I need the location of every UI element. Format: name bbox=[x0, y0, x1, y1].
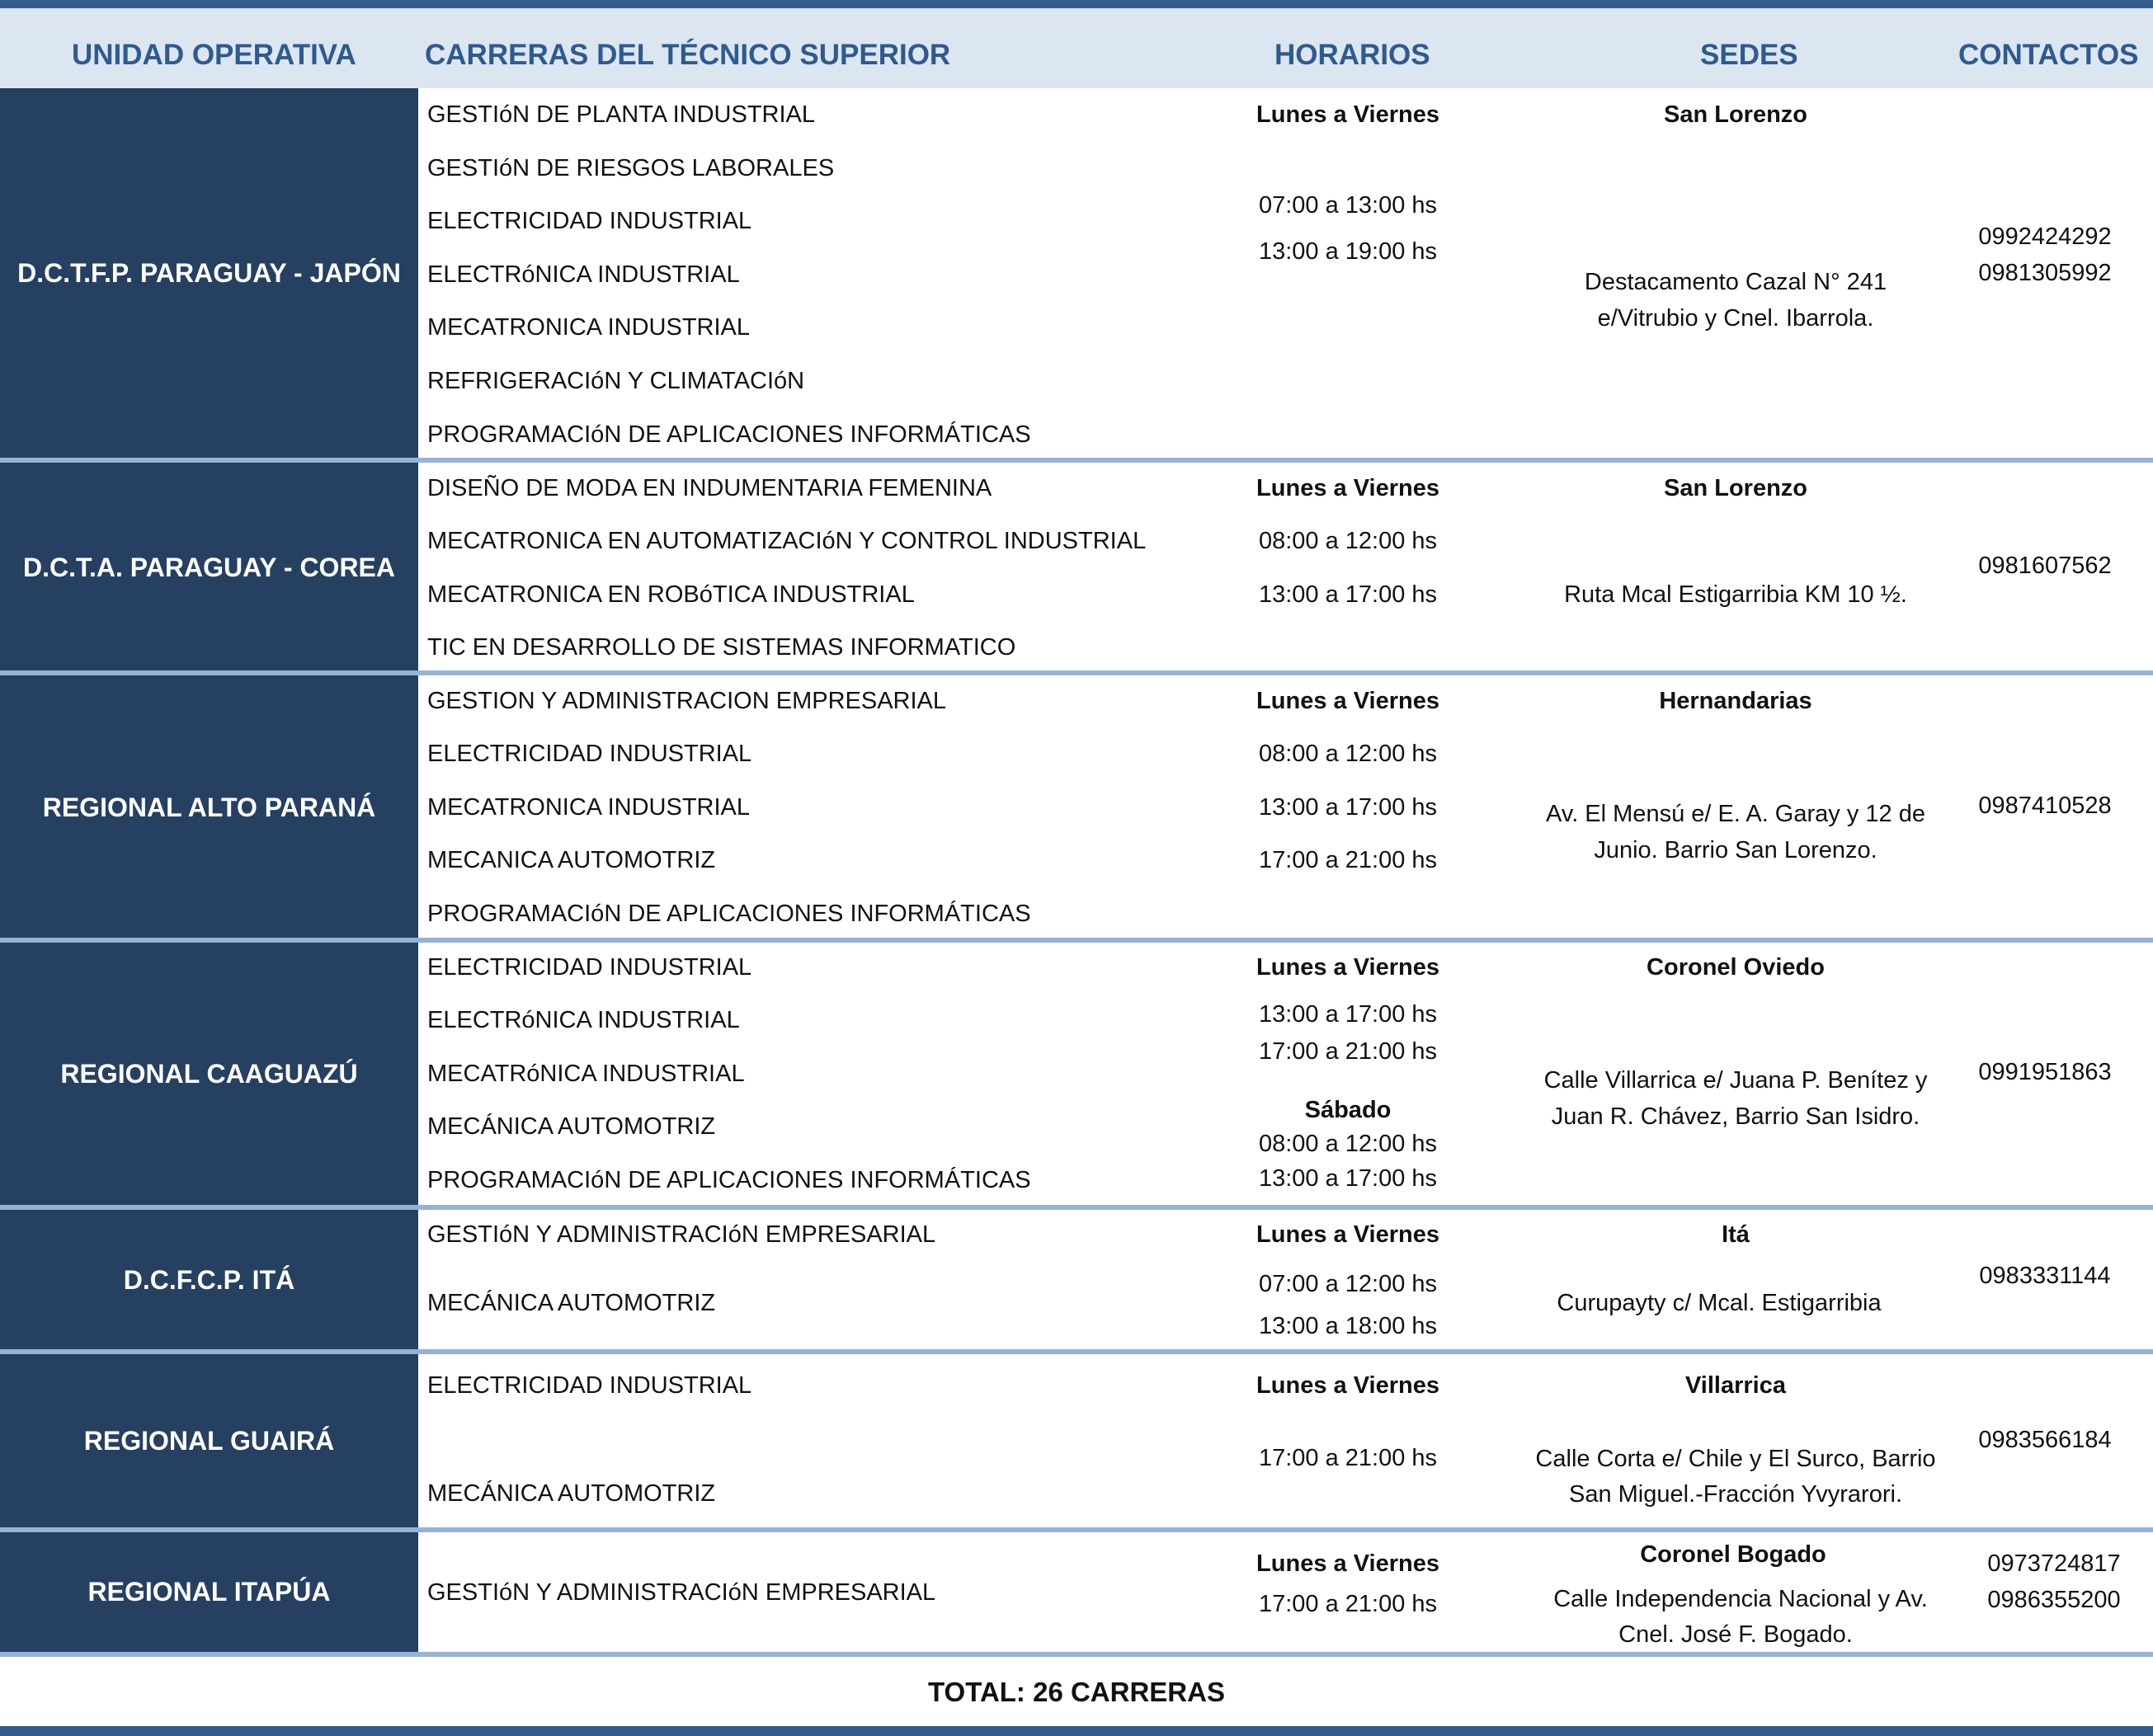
sede-ciudad: Coronel Bogado bbox=[1640, 1541, 1826, 1568]
table-row bbox=[0, 1532, 2153, 1652]
carrera-item: MECATRONICA EN ROBóTICA INDUSTRIAL bbox=[427, 581, 915, 608]
horario-dias: Lunes a Viernes bbox=[1256, 954, 1439, 981]
carrera-item: PROGRAMACIóN DE APLICACIONES INFORMÁTICAS bbox=[427, 1167, 1031, 1193]
carrera-item: PROGRAMACIóN DE APLICACIONES INFORMÁTICAS bbox=[427, 421, 1031, 448]
carrera-item: MECATRONICA INDUSTRIAL bbox=[427, 794, 751, 821]
horario-item: 17:00 a 21:00 hs bbox=[1258, 1591, 1438, 1617]
horario-dias-sabado: Sábado bbox=[1304, 1097, 1392, 1123]
sede-direccion: Calle Independencia Nacional y Av. bbox=[1553, 1586, 1928, 1612]
table-row bbox=[0, 675, 2153, 939]
carrera-item: ELECTRICIDAD INDUSTRIAL bbox=[427, 954, 752, 981]
carrera-item: REFRIGERACIóN Y CLIMATACIóN bbox=[427, 368, 805, 394]
carrera-item: TIC EN DESARROLLO DE SISTEMAS INFORMATICO bbox=[427, 634, 1016, 661]
sede-direccion: San Miguel.-Fracción Yvyrarori. bbox=[1568, 1481, 1903, 1508]
horario-dias: Lunes a Viernes bbox=[1256, 688, 1439, 714]
horario-dias: Lunes a Viernes bbox=[1256, 101, 1439, 128]
header-sedes: SEDES bbox=[1700, 39, 1798, 71]
sede-ciudad: San Lorenzo bbox=[1663, 475, 1808, 501]
contacto-telefono[interactable]: 0991951863 bbox=[1978, 1059, 2112, 1085]
unidad-operativa: REGIONAL CAAGUAZÚ bbox=[0, 943, 418, 1206]
sede-ciudad: San Lorenzo bbox=[1663, 101, 1808, 128]
carrera-item: MECATRONICA EN AUTOMATIZACIóN Y CONTROL INDUSTRIAL bbox=[427, 528, 1147, 554]
carrera-item: ELECTRóNICA INDUSTRIAL bbox=[427, 1007, 740, 1033]
header-unidad-operativa: UNIDAD OPERATIVA bbox=[72, 39, 356, 71]
unidad-operativa: D.C.T.A. PARAGUAY - COREA bbox=[0, 463, 418, 672]
sede-direccion: e/Vitrubio y Cnel. Ibarrola. bbox=[1597, 305, 1874, 332]
carrera-item: MECÁNICA AUTOMOTRIZ bbox=[427, 1113, 716, 1140]
carrera-item: GESTIóN DE PLANTA INDUSTRIAL bbox=[427, 101, 816, 128]
horario-item: 13:00 a 17:00 hs bbox=[1258, 581, 1438, 608]
horario-item: 13:00 a 18:00 hs bbox=[1258, 1313, 1438, 1339]
sede-ciudad: Itá bbox=[1722, 1221, 1750, 1248]
horario-item: 17:00 a 21:00 hs bbox=[1258, 847, 1438, 873]
carrera-item: GESTIóN DE RIESGOS LABORALES bbox=[427, 155, 835, 181]
sede-ciudad: Villarrica bbox=[1684, 1372, 1787, 1399]
contacto-telefono[interactable]: 0983331144 bbox=[1979, 1263, 2111, 1289]
carrera-item: MECATRóNICA INDUSTRIAL bbox=[427, 1061, 745, 1087]
horario-item: 07:00 a 12:00 hs bbox=[1258, 1271, 1438, 1297]
sede-direccion: Curupayty c/ Mcal. Estigarribia bbox=[1557, 1290, 1882, 1316]
carrera-item: MECATRONICA INDUSTRIAL bbox=[427, 314, 751, 341]
carrera-item: MECÁNICA AUTOMOTRIZ bbox=[427, 1480, 716, 1507]
header-horarios: HORARIOS bbox=[1274, 39, 1430, 71]
sede-direccion: Calle Villarrica e/ Juana P. Benítez y bbox=[1543, 1067, 1928, 1094]
horario-item: 07:00 a 13:00 hs bbox=[1258, 192, 1438, 219]
unidad-operativa: D.C.F.C.P. ITÁ bbox=[0, 1210, 418, 1351]
sede-ciudad: Coronel Oviedo bbox=[1647, 954, 1825, 981]
table-row bbox=[0, 1354, 2153, 1528]
horario-item: 13:00 a 19:00 hs bbox=[1258, 238, 1438, 265]
carrera-item: GESTIóN Y ADMINISTRACIóN EMPRESARIAL bbox=[427, 1221, 936, 1248]
contacto-telefono[interactable]: 0992424292 bbox=[1978, 223, 2112, 250]
header-contactos: CONTACTOS bbox=[1958, 39, 2139, 71]
header-carreras: CARRERAS DEL TÉCNICO SUPERIOR bbox=[425, 39, 951, 71]
row-separator bbox=[0, 1652, 2153, 1657]
table-row bbox=[0, 88, 2153, 459]
unidad-operativa: REGIONAL ITAPÚA bbox=[0, 1532, 418, 1652]
carrera-item: ELECTRóNICA INDUSTRIAL bbox=[427, 261, 740, 288]
horario-item: 13:00 a 17:00 hs bbox=[1258, 1165, 1438, 1192]
sede-direccion: Av. El Mensú e/ E. A. Garay y 12 de bbox=[1546, 801, 1925, 827]
carrera-item: PROGRAMACIóN DE APLICACIONES INFORMÁTICAS bbox=[427, 901, 1031, 927]
total-carreras: TOTAL: 26 CARRERAS bbox=[928, 1677, 1225, 1707]
sede-direccion: Calle Corta e/ Chile y El Surco, Barrio bbox=[1535, 1446, 1936, 1472]
horario-dias: Lunes a Viernes bbox=[1256, 1372, 1439, 1399]
contacto-telefono[interactable]: 0987410528 bbox=[1978, 793, 2112, 819]
table-header bbox=[0, 8, 2153, 88]
carrera-item: ELECTRICIDAD INDUSTRIAL bbox=[427, 208, 752, 234]
carrera-item: ELECTRICIDAD INDUSTRIAL bbox=[427, 741, 752, 767]
carrera-item: GESTION Y ADMINISTRACION EMPRESARIAL bbox=[427, 688, 947, 714]
table-row bbox=[0, 943, 2153, 1206]
horario-item: 13:00 a 17:00 hs bbox=[1258, 1001, 1438, 1028]
horario-dias: Lunes a Viernes bbox=[1256, 1221, 1439, 1248]
contacto-telefono[interactable]: 0986355200 bbox=[1987, 1587, 2121, 1613]
sede-direccion: Destacamento Cazal N° 241 bbox=[1584, 269, 1887, 295]
horario-dias: Lunes a Viernes bbox=[1256, 1550, 1439, 1577]
unidad-operativa: D.C.T.F.P. PARAGUAY - JAPÓN bbox=[0, 88, 418, 459]
carrera-item: GESTIóN Y ADMINISTRACIóN EMPRESARIAL bbox=[427, 1579, 936, 1606]
horario-item: 08:00 a 12:00 hs bbox=[1258, 741, 1438, 767]
unidad-operativa: REGIONAL ALTO PARANÁ bbox=[0, 675, 418, 939]
horario-item: 17:00 a 21:00 hs bbox=[1258, 1038, 1438, 1065]
carrera-item: DISEÑO DE MODA EN INDUMENTARIA FEMENINA bbox=[427, 475, 992, 501]
carrera-item: MECÁNICA AUTOMOTRIZ bbox=[427, 1290, 716, 1316]
horario-item: 17:00 a 21:00 hs bbox=[1258, 1445, 1438, 1471]
carrera-item: ELECTRICIDAD INDUSTRIAL bbox=[427, 1372, 752, 1399]
sede-direccion: Junio. Barrio San Lorenzo. bbox=[1594, 837, 1877, 863]
unidad-operativa: REGIONAL GUAIRÁ bbox=[0, 1354, 418, 1528]
contacto-telefono[interactable]: 0983566184 bbox=[1978, 1427, 2112, 1453]
bottom-rule bbox=[0, 1726, 2153, 1736]
horario-item: 13:00 a 17:00 hs bbox=[1258, 794, 1438, 821]
horario-item: 08:00 a 12:00 hs bbox=[1258, 528, 1438, 554]
carrera-item: MECANICA AUTOMOTRIZ bbox=[427, 847, 716, 873]
sede-direccion: Juan R. Chávez, Barrio San Isidro. bbox=[1551, 1103, 1920, 1130]
sede-direccion: Cnel. José F. Bogado. bbox=[1618, 1621, 1853, 1648]
table-row bbox=[0, 463, 2153, 672]
top-rule bbox=[0, 0, 2153, 8]
horario-item: 08:00 a 12:00 hs bbox=[1258, 1131, 1438, 1157]
sede-direccion: Ruta Mcal Estigarribia KM 10 ½. bbox=[1564, 581, 1907, 608]
contacto-telefono[interactable]: 0981607562 bbox=[1978, 553, 2112, 579]
contacto-telefono[interactable]: 0973724817 bbox=[1987, 1550, 2121, 1577]
horario-dias: Lunes a Viernes bbox=[1256, 475, 1439, 501]
sede-ciudad: Hernandarias bbox=[1659, 688, 1812, 714]
table-row bbox=[0, 1210, 2153, 1351]
contacto-telefono[interactable]: 0981305992 bbox=[1978, 260, 2112, 286]
